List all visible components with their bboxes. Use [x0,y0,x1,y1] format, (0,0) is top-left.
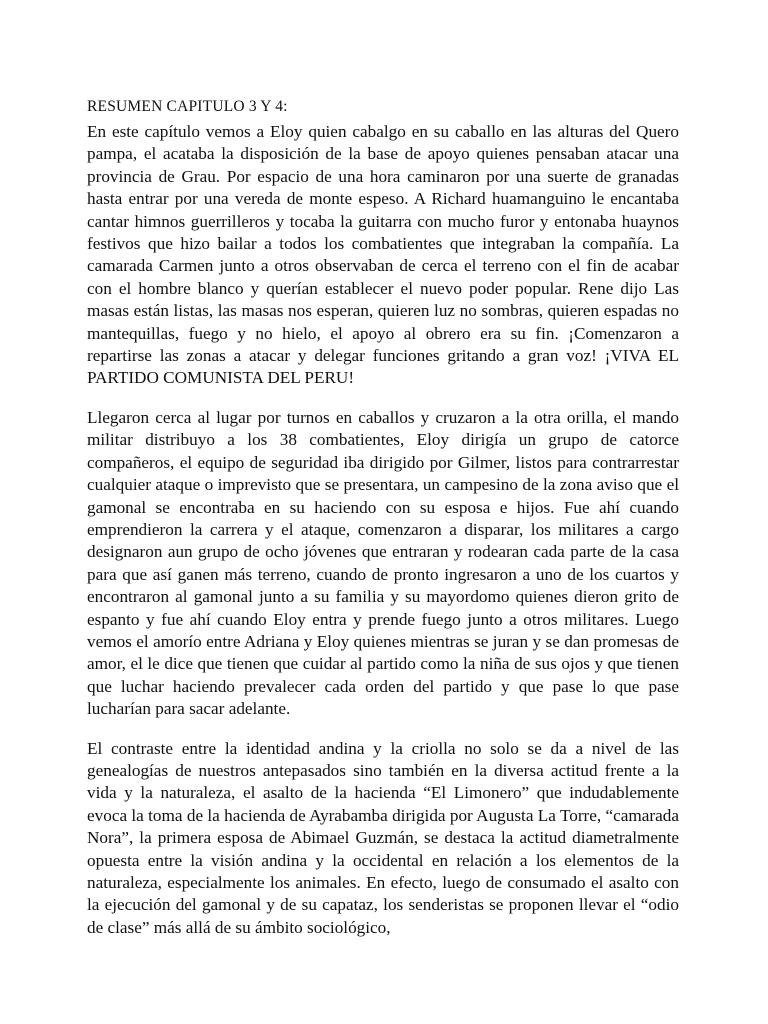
document-body [87,97,679,939]
paragraph-3: El contraste entre la identidad andina y la criolla no solo se da a nivel de las genealogías de nuestros antepasados sino también en la diversa actitud frente a la vida y la naturaleza, el asalto de la hacienda “El Limonero” que indudablemente evoca la toma de la hacienda de Ayrabamba dirigida por Augusta La Torre, “camarada Nora”, la primera esposa de Abimael Guzmán, se destaca la actitud diametralmente opuesta entre la visión andina y la occidental en relación a los elementos de la naturaleza, especialmente los animales. En efecto, luego de consumado el asalto con la ejecución del gamonal y de su capataz, los senderistas se proponen llevar el “odio de clase” más allá de su ámbito sociológico, [87,738,679,937]
paragraph-1: En este capítulo vemos a Eloy quien cabalgo en su caballo en las alturas del Quero pampa, el acataba la disposición de la base de apoyo quienes pensaban atacar una provincia de Grau. Por espacio de una hora caminaron por una suerte de granadas hasta entrar por una vereda de monte espeso. A Richard huamanguino le encantaba cantar himnos guerrilleros y tocaba la guitarra con mucho furor y entonaba huaynos festivos que hizo bailar a todos los combatientes que integraban la compañía. La camarada Carmen junto a otros observaban de cerca el terreno con el fin de acabar con el hombre blanco y querían establecer el nuevo poder popular. Rene dijo Las masas están listas, las masas nos esperan, quieren luz no sombras, quieren espadas no mantequillas, fuego y no hielo, el apoyo al obrero era su fin. ¡Comenzaron a repartirse las zonas a atacar y delegar funciones gritando a gran voz! ¡VIVA EL PARTIDO COMUNISTA DEL PERU! [87,122,679,388]
document-title: RESUMEN CAPITULO 3 Y 4: [87,98,288,115]
paragraph-2: Llegaron cerca al lugar por turnos en caballos y cruzaron a la otra orilla, el mando militar distribuyo a los 38 combatientes, Eloy dirigía un grupo de catorce compañeros, el equipo de seguridad iba dirigido por Gilmer, listos para contrarrestar cualquier ataque o imprevisto que se presentara, un campesino de la zona aviso que el gamonal se encontraba en su haciendo con su esposa e hijos. Fue ahí cuando emprendieron la carrera y el ataque, comenzaron a disparar, los militares a cargo designaron aun grupo de ocho jóvenes que entraran y rodearan cada parte de la casa para que así ganen más terreno, cuando de pronto ingresaron a uno de los cuartos y encontraron al gamonal junto a su familia y su mayordomo quienes dieron grito de espanto y fue ahí cuando Eloy entra y prende fuego junto a otros militares. Luego vemos el amorío entre Adriana y Eloy quienes mientras se juran y se dan promesas de amor, el le dice que tienen que cuidar al partido como la niña de sus ojos y que tienen que luchar haciendo prevalecer cada orden del partido y que pase lo que pase lucharían para sacar adelante. [87,407,679,719]
